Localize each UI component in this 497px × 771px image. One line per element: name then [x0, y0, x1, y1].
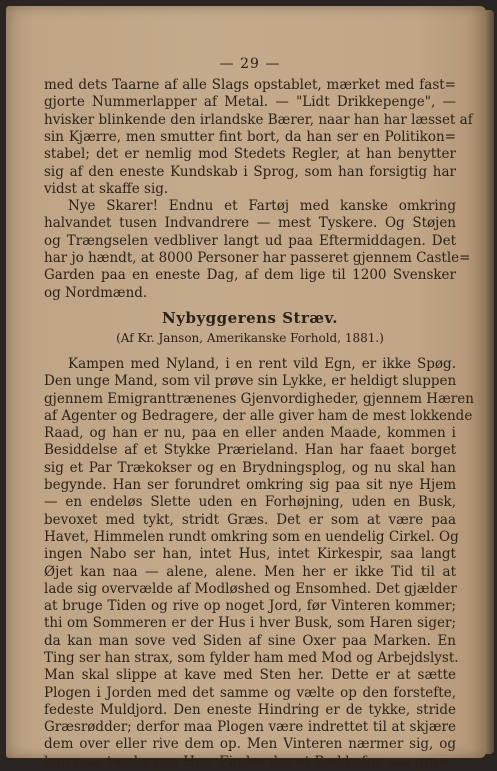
text-line: Man skal slippe at kave med Sten her. Dette er at sætte	[44, 667, 456, 683]
text-line: og Nordmænd.	[44, 285, 148, 301]
text-line: Græsrødder; derfor maa Plogen være indrettet til at skjære	[44, 719, 456, 735]
text-line: Besiddelse af et Stykke Prærieland. Han har faaet borget	[44, 442, 456, 458]
text-line: stabel; det er nemlig mod Stedets Regler, at han benytter	[44, 146, 456, 162]
section-title: Nybyggerens Stræv.	[162, 309, 338, 327]
text-line: hvisker blinkende den irlandske Bærer, naar han har læsset af	[44, 112, 473, 128]
page-edge	[486, 10, 494, 754]
text-line: han maa tænke paa Hus. Findes der et Bækkefor, saa gra=	[44, 754, 450, 770]
text-line: sig af den eneste Kundskab i Sprog, som han forsigtig har	[44, 164, 456, 180]
text-line: af Agenter og Bedragere, der alle giver ham de mest lokkende	[44, 408, 473, 424]
text-line: sig et Par Trækokser og en Brydningsplog, og nu skal han	[44, 460, 456, 476]
text-line: vidst at skaffe sig.	[44, 181, 169, 197]
text-line: sin Kjærre, men smutter fint bort, da han ser en Politikon=	[44, 129, 456, 145]
page-sheet	[6, 6, 486, 770]
text-line: Øjet kan naa — alene, alene. Men her er ikke Tid til at	[44, 564, 456, 580]
byline: (Af Kr. Janson, Amerikanske Forhold, 1881.)	[116, 331, 384, 345]
text-line: at bruge Tiden og rive op noget Jord, før Vinteren kommer;	[44, 598, 456, 614]
page-number: — 29 —	[219, 56, 281, 72]
text-line: ingen Nabo ser han, intet Hus, intet Kirkespir, saa langt	[44, 546, 456, 562]
text-line: har jo hændt, at 8000 Personer har passeret gjennem Castle=	[44, 250, 471, 266]
text-line: da kan man sove ved Siden af sine Oxer paa Marken. En	[44, 633, 456, 649]
text-line: Den unge Mand, som vil prøve sin Lykke, er heldigt sluppen	[44, 373, 457, 389]
text-line: bevoxet med tykt, stridt Græs. Det er som at være paa	[44, 512, 456, 528]
text-line: thi om Sommeren er der Hus i hver Busk, som Haren siger;	[44, 615, 456, 631]
text-line: dem over eller rive dem op. Men Vinteren nærmer sig, og	[44, 736, 456, 752]
text-line: Havet, Himmelen rundt omkring som en uendelig Cirkel. Og	[44, 529, 459, 545]
text-line: lade sig overvælde af Modløshed og Ensomhed. Det gjælder	[44, 581, 457, 597]
text-line: Garden paa en eneste Dag, af dem lige til 1200 Svensker	[44, 267, 456, 283]
text-line: Nye Skarer! Endnu et Fartøj med kanske omkring	[68, 198, 456, 214]
text-line: gjennem Emigranttrænenes Gjenvordigheder, gjennem Hæren	[44, 391, 474, 407]
text-line: gjorte Nummerlapper af Metal. — "Lidt Drikkepenge", —	[44, 94, 456, 110]
text-line: halvandet tusen Indvandrere — mest Tyskere. Og Støjen	[44, 215, 456, 231]
text-line: Kampen med Nyland, i en rent vild Egn, er ikke Spøg.	[68, 356, 456, 372]
text-line: fedeste Muldjord. Den eneste Hindring er de tykke, stride	[44, 702, 456, 718]
text-line: begynde. Han ser forundret omkring sig paa sit nye Hjem	[44, 477, 456, 493]
text-line: — en endeløs Slette uden en Forhøjning, uden en Busk,	[44, 494, 456, 510]
text-line: Raad, og han er nu, paa en eller anden Maade, kommen i	[44, 425, 456, 441]
text-line: Ting ser han strax, som fylder ham med Mod og Arbejdslyst.	[44, 650, 459, 666]
text-line: Plogen i Jorden med det samme og vælte op den forstefte,	[44, 685, 456, 701]
text-line: med dets Taarne af alle Slags opstablet, mærket med fast=	[44, 77, 456, 93]
text-line: og Trængselen vedbliver langt ud paa Eftermiddagen. Det	[44, 233, 456, 249]
